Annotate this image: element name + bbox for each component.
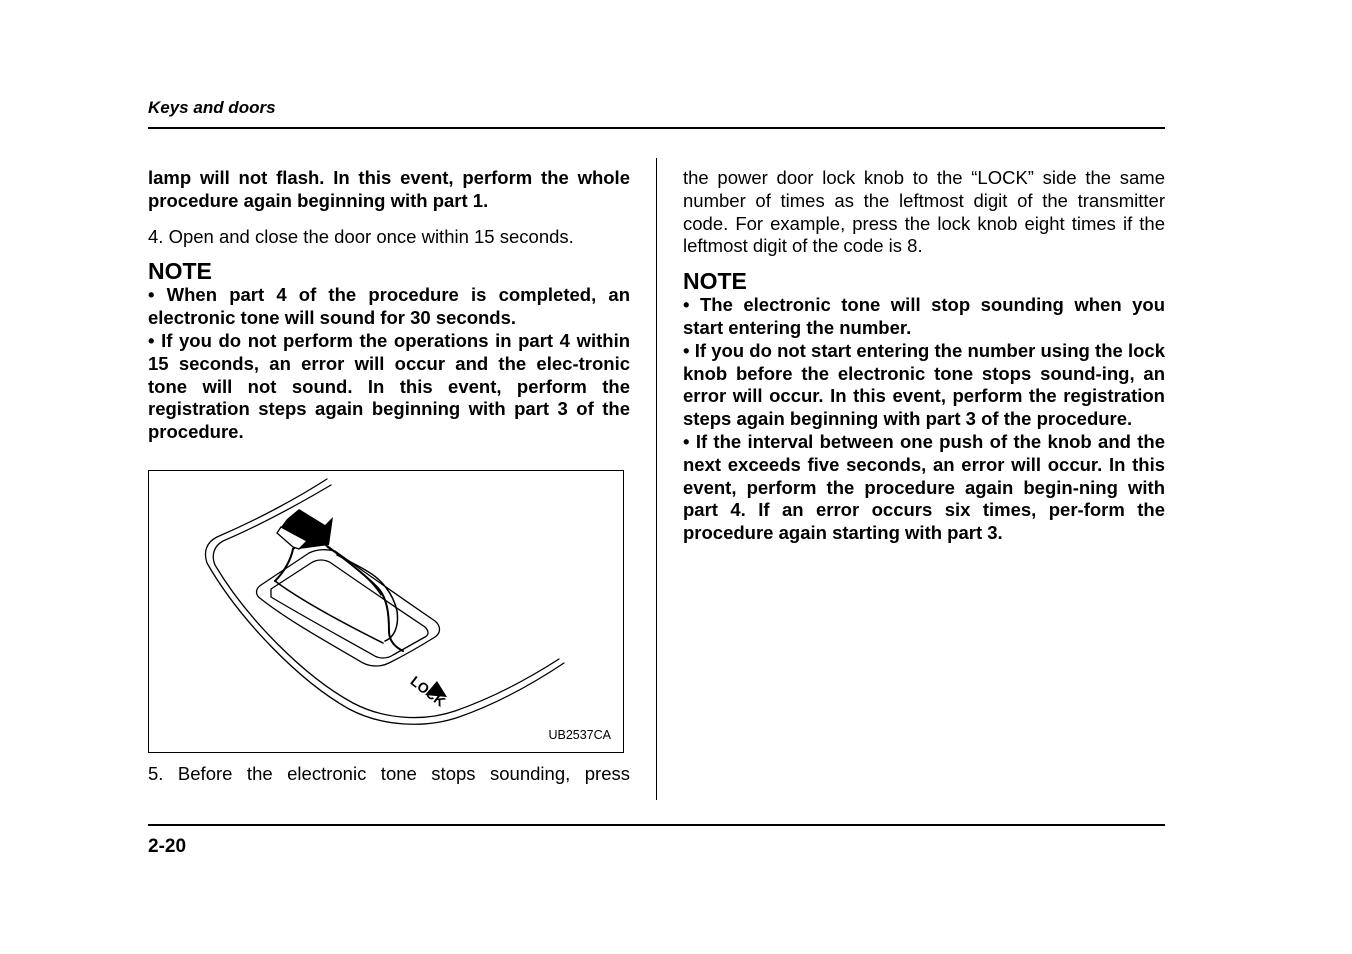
- step-4: 4. Open and close the door once within 15 seconds.: [148, 225, 574, 247]
- left-column: [148, 167, 630, 444]
- bullet-icon: •: [148, 329, 155, 351]
- note-item-text: When part 4 of the procedure is completed, an electronic tone will sound for 30 seconds.: [148, 284, 630, 329]
- note-item: [148, 284, 630, 330]
- figure-lock-knob: [148, 470, 624, 753]
- note-item: [683, 340, 1165, 431]
- figure-code: UB2537CA: [548, 728, 611, 742]
- note-item: [683, 431, 1165, 545]
- column-divider: [656, 158, 657, 800]
- page-header-title: Keys and doors: [148, 98, 276, 117]
- step-5: 5. Before the electronic tone stops sounding, press: [148, 763, 630, 784]
- note-item-text: If you do not perform the operations in part 4 within 15 seconds, an error will occur and the elec-tronic tone will not sound. In this event, perform the registration steps again beginning with part 3 of the procedure.: [148, 329, 631, 443]
- lock-label-text: LOCK: [407, 672, 449, 710]
- right-column: [683, 167, 1165, 545]
- footer-rule: [148, 824, 1165, 826]
- continued-instruction: lamp will not flash. In this event, perform the whole procedure again beginning with part 1.: [148, 167, 630, 211]
- note-item-text: If the interval between one push of the knob and the next exceeds five seconds, an error will occur. In this event, perform the procedure again begin-ning with part 4. If an error occurs six times, per-form the procedure again starting with part 3.: [683, 430, 1165, 544]
- page-number: 2-20: [148, 836, 187, 857]
- note-heading: NOTE: [683, 268, 747, 295]
- note-item: [683, 294, 1165, 340]
- note-item-text: If you do not start entering the number using the lock knob before the electronic tone stops sound-ing, an error will occur. In this event, perform the registration steps again beginning with part 3 of the procedure.: [683, 339, 1166, 430]
- note-item-text: The electronic tone will stop sounding when you start entering the number.: [683, 294, 1166, 338]
- lock-knob-illustration: [149, 471, 624, 753]
- push-arrow-icon: [277, 509, 333, 549]
- bullet-icon: •: [683, 339, 690, 361]
- bullet-icon: •: [148, 284, 155, 306]
- note-heading: NOTE: [148, 258, 212, 285]
- lock-direction-label: [407, 673, 448, 710]
- bullet-icon: •: [683, 294, 690, 316]
- bullet-icon: •: [683, 430, 690, 452]
- continued-instruction: the power door lock knob to the “LOCK” side the same number of times as the leftmost digit of the transmitter code. For example, press the lock knob eight times if the leftmost digit of the code is 8.: [683, 167, 1165, 257]
- header-rule: [148, 127, 1165, 129]
- note-item: [148, 330, 630, 444]
